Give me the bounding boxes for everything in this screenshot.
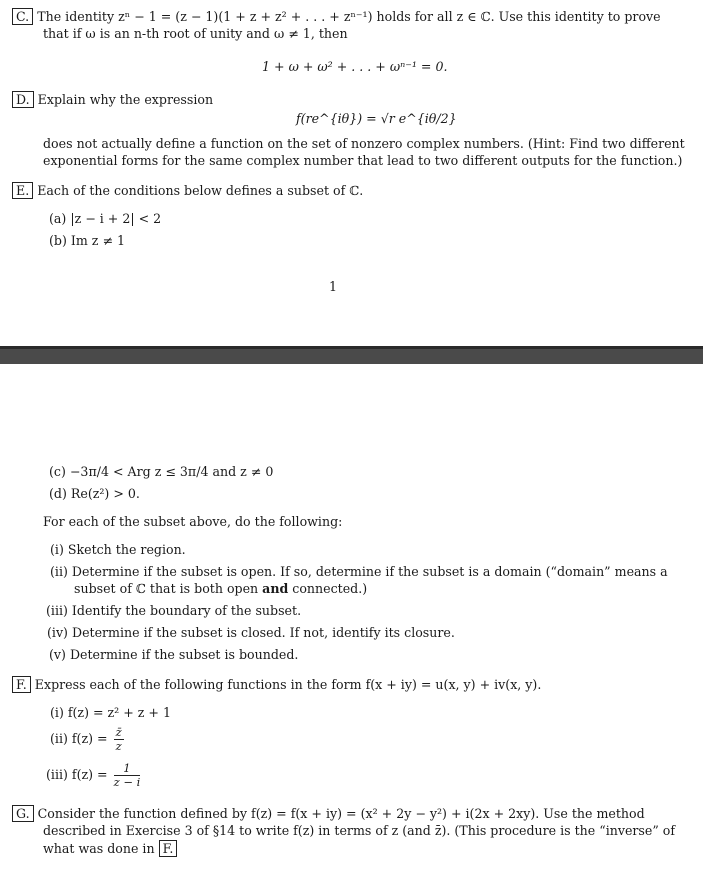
problem-f-item-iii bbox=[46, 762, 140, 789]
problem-d-line2: exponential forms for the same complex number that lead to two different outputs for the function.) bbox=[43, 153, 683, 168]
problem-f-label: F. bbox=[12, 676, 31, 693]
problem-c-label: C. bbox=[12, 8, 33, 25]
problem-c-text1: The identity zⁿ − 1 = (z − 1)(1 + z + z² + . . . + zⁿ⁻¹) holds for all z ∈ ℂ. Use this identity to prove bbox=[37, 9, 661, 24]
problem-c-line2: that if ω is an n-th root of unity and ω ≠ 1, then bbox=[43, 26, 348, 41]
problem-e-label: E. bbox=[12, 182, 33, 199]
problem-e-item-b: (b) Im z ≠ 1 bbox=[49, 233, 126, 248]
page-top bbox=[0, 0, 703, 346]
problem-f-item-ii-label: (ii) f(z) = bbox=[50, 731, 108, 746]
problem-f-item-ii bbox=[50, 726, 124, 753]
problem-g-line3 bbox=[43, 840, 181, 857]
problem-g-line2: described in Exercise 3 of §14 to write f(z) in terms of z (and z̄). (This procedure is the “inverse” of bbox=[43, 823, 676, 838]
problem-f-intro bbox=[12, 676, 541, 693]
problem-d-equation: f(re^{iθ}) = √r e^{iθ/2} bbox=[296, 111, 457, 126]
problem-d-intro bbox=[12, 91, 213, 108]
problem-f-intro-text: Express each of the following functions in the form f(x + iy) = u(x, y) + iv(x, y). bbox=[34, 677, 542, 692]
problem-g-text1: Consider the function defined by f(z) = f(x + iy) = (x² + 2y − y²) + i(2x + 2xy). Use the method bbox=[37, 806, 645, 821]
problem-e-instruction: For each of the subset above, do the following: bbox=[43, 514, 343, 529]
problem-d-label: D. bbox=[12, 91, 34, 108]
problem-g-ref-f: F. bbox=[159, 840, 178, 857]
fraction-iii bbox=[114, 762, 141, 789]
problem-d-line1: does not actually define a function on the set of nonzero complex numbers. (Hint: Find two different bbox=[43, 136, 685, 151]
problem-e-item-a: (a) |z − i + 2| < 2 bbox=[49, 211, 162, 226]
page-number: 1 bbox=[329, 279, 338, 294]
task-iv: (iv) Determine if the subset is closed. If not, identify its closure. bbox=[47, 625, 455, 640]
problem-g-text3: what was done in bbox=[43, 841, 155, 856]
problem-g-label: G. bbox=[12, 805, 34, 822]
problem-f-item-i: (i) f(z) = z² + z + 1 bbox=[50, 705, 171, 720]
problem-c-line1 bbox=[12, 8, 661, 25]
task-iii: (iii) Identify the boundary of the subset. bbox=[46, 603, 302, 618]
fraction-ii bbox=[114, 726, 124, 753]
fraction-iii-numerator: 1 bbox=[114, 762, 141, 776]
page-divider bbox=[0, 346, 703, 364]
task-ii-line2 bbox=[74, 580, 367, 597]
fraction-ii-denominator: z bbox=[115, 739, 122, 753]
problem-c-equation: 1 + ω + ω² + . . . + ωⁿ⁻¹ = 0. bbox=[262, 59, 448, 74]
task-ii-text: subset of ℂ that is both open bbox=[74, 581, 263, 596]
problem-e-item-d: (d) Re(z²) > 0. bbox=[49, 486, 140, 501]
problem-f-item-iii-label: (iii) f(z) = bbox=[46, 767, 108, 782]
task-v: (v) Determine if the subset is bounded. bbox=[49, 647, 299, 662]
task-ii-text-end: connected.) bbox=[288, 581, 368, 596]
problem-e-intro bbox=[12, 182, 363, 199]
problem-e-item-c: (c) −3π/4 < Arg z ≤ 3π/4 and z ≠ 0 bbox=[49, 464, 274, 479]
task-ii-bold: and bbox=[262, 581, 289, 596]
fraction-ii-numerator: z̄ bbox=[115, 725, 122, 739]
problem-g-line1 bbox=[12, 805, 645, 822]
task-i: (i) Sketch the region. bbox=[50, 542, 186, 557]
problem-d-intro-text: Explain why the expression bbox=[37, 92, 214, 107]
problem-e-intro-text: Each of the conditions below defines a subset of ℂ. bbox=[37, 183, 364, 198]
fraction-iii-denominator: z − i bbox=[113, 775, 141, 789]
task-ii-line1: (ii) Determine if the subset is open. If so, determine if the subset is a domain (“domain” means a bbox=[50, 564, 668, 579]
page-bottom bbox=[0, 364, 703, 879]
